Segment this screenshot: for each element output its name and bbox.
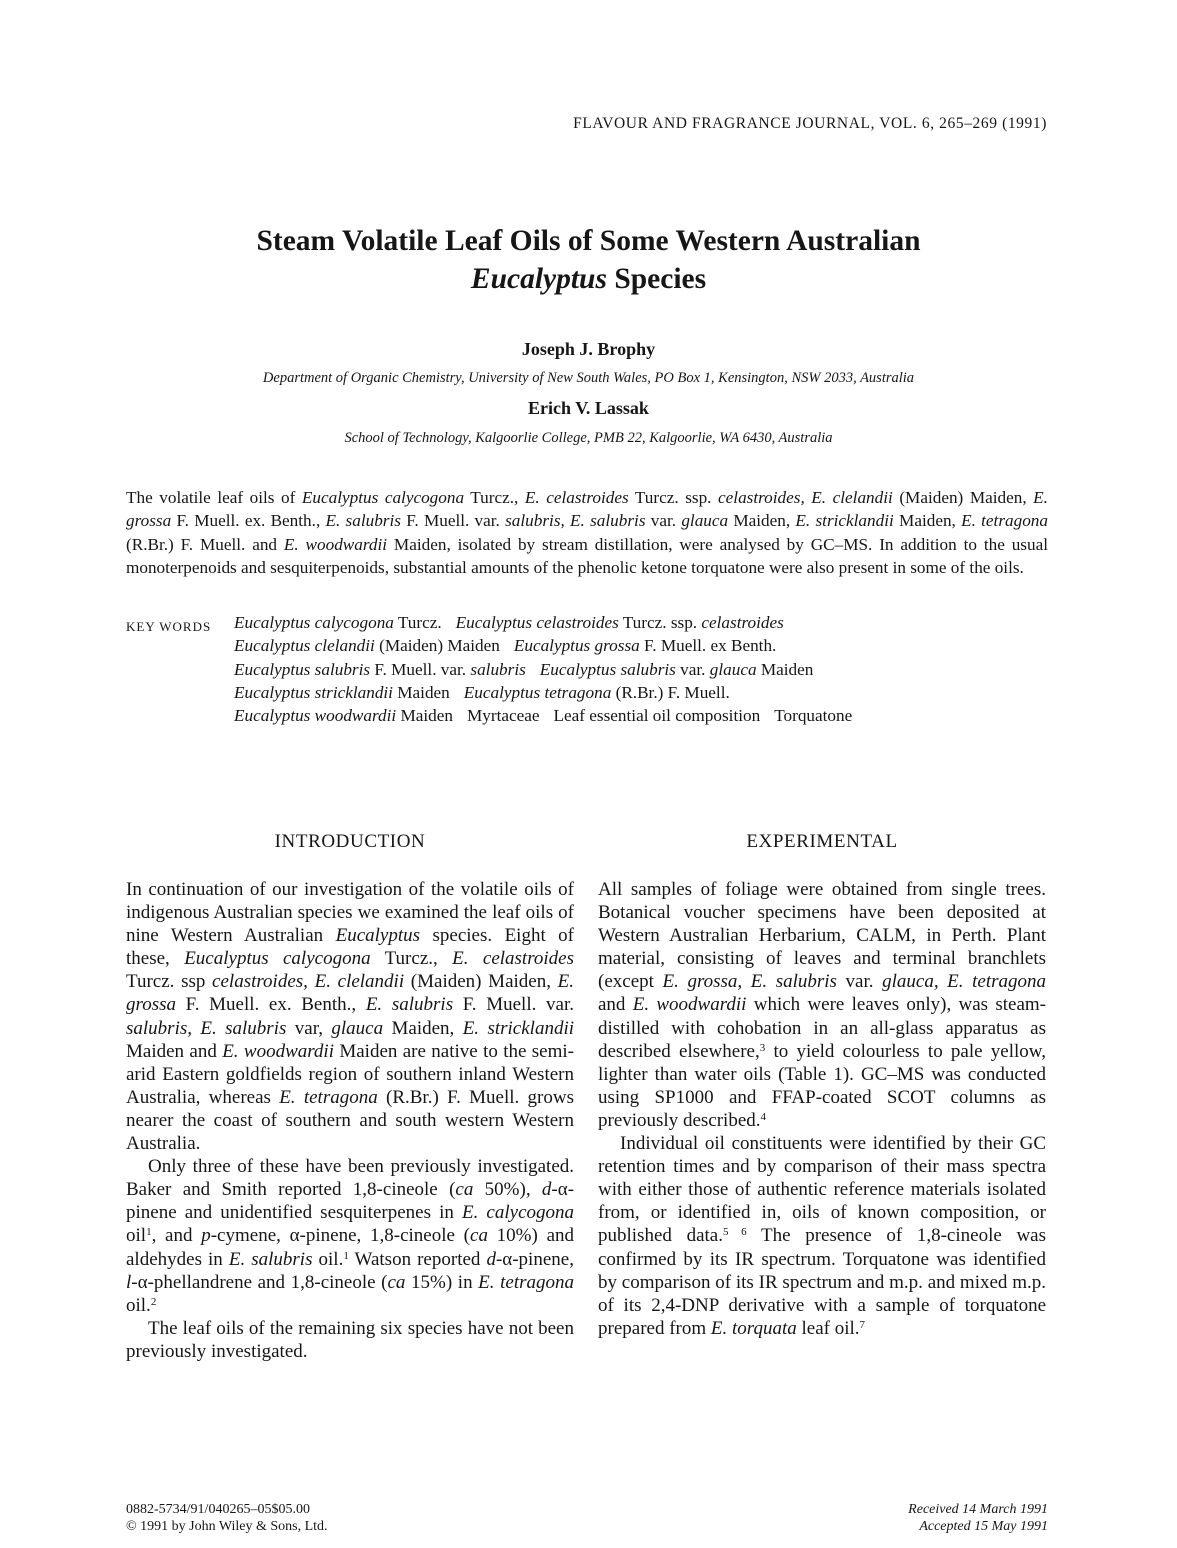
italic-term: E. salubris [365, 994, 454, 1016]
species-name: E. stricklandii [795, 511, 894, 531]
italic-term: celastroides [701, 613, 784, 632]
keyword [234, 683, 450, 702]
author-2-name: Erich V. Lassak [528, 398, 649, 418]
text-run: All samples of foliage were obtained from single trees. Botanical voucher specimens have been deposited at Western Australian Herbarium, CALM, in Perth. Plant material, consisting of leaves and terminal branchlets (except [598, 879, 1046, 993]
italic-term: E. calycogona [461, 1202, 575, 1224]
text-run: -α-phellandrene and 1,8-cineole ( [131, 1271, 388, 1293]
text-run: F. Muell. ex Benth. [639, 636, 777, 656]
species-name: Eucalyptus calycogona [301, 488, 465, 507]
keyword [554, 706, 761, 725]
text-run: Maiden [396, 706, 453, 726]
text-run: Maiden are native to the semi-arid Eastern goldfields region of southern inland Western Australia, whereas [126, 1040, 574, 1108]
text-run: Maiden [756, 659, 814, 679]
text-run: var. [675, 659, 710, 679]
species-name: E. grossa [126, 488, 1048, 531]
italic-term: Eucalyptus celastroides [455, 613, 619, 632]
text-run: which were leaves only), was steam-distilled with cohobation in an all-glass apparatus as described elsewhere, [598, 994, 1046, 1062]
abstract-text: (R.Br.) F. Muell. and [126, 534, 284, 554]
italic-term: E. woodwardii [632, 994, 747, 1016]
keyword-line [234, 634, 1054, 657]
italic-term: E. salubris [228, 1248, 313, 1270]
reference-superscript: 1 [146, 1226, 152, 1239]
species-name: E. woodwardii [283, 534, 388, 554]
italic-term: E. grossa, E. salubris [662, 971, 837, 993]
text-run: oil. [126, 1294, 151, 1316]
italic-term: glauca, E. tetragona [882, 971, 1047, 993]
text-run: (Maiden) Maiden [374, 636, 500, 656]
italic-term: E. grossa [126, 971, 575, 1016]
italic-term: d [486, 1248, 496, 1270]
title-line-2 [0, 260, 1177, 298]
text-run: oil [126, 1225, 147, 1247]
keyword-line [234, 681, 1054, 704]
paragraph [598, 878, 1046, 1132]
footer-left [126, 1501, 328, 1535]
text-run: F. Muell. ex. Benth., [175, 994, 366, 1016]
keyword [540, 660, 814, 679]
paragraph [126, 1317, 574, 1363]
species-name: celastroides, E. clelandii [718, 488, 893, 507]
text-run: F. Muell. var. [370, 659, 471, 679]
received-date: Received 14 March 1991 [908, 1502, 1048, 1517]
italic-term: celastroides, E. clelandii [212, 971, 405, 993]
text-run: leaf oil. [796, 1317, 860, 1339]
keywords-list [234, 611, 1054, 727]
italic-term: Eucalyptus [335, 925, 421, 947]
introduction-heading: INTRODUCTION [274, 831, 426, 852]
experimental-body [598, 878, 1046, 1340]
text-run: -cymene, α-pinene, 1,8-cineole ( [210, 1225, 471, 1247]
text-run: species. Eight of these, [126, 925, 575, 970]
italic-term: l [126, 1271, 132, 1293]
text-run: and [598, 994, 633, 1016]
text-run: var, [286, 1017, 332, 1039]
article-code: 0882-5734/91/040265–05$05.00 [126, 1502, 310, 1517]
text-run: Maiden [392, 682, 450, 702]
abstract-text: F. Muell. var. [400, 511, 506, 531]
reference-superscript: 5 6 [722, 1226, 747, 1239]
text-run: Myrtaceae [466, 706, 540, 726]
text-run: Maiden and [126, 1040, 223, 1062]
italic-term: Eucalyptus salubris [539, 659, 676, 679]
text-run: , and [151, 1225, 202, 1247]
text-run: Turcz. ssp [126, 971, 213, 993]
italic-term: E. woodwardii [222, 1040, 334, 1062]
paragraph [126, 878, 574, 1155]
introduction-body [126, 878, 574, 1363]
keyword [234, 613, 442, 632]
article-title [0, 222, 1177, 298]
keyword-line [234, 704, 1054, 727]
text-run: to yield colourless to pale yellow, lighter than water oils (Table 1). GC–MS was conducted using SP1000 and FFAP-coated SCOT columns as previously described. [598, 1040, 1046, 1131]
text-run: 50%), [473, 1179, 542, 1201]
title-line-2-rest: Species [606, 263, 707, 295]
italic-term: E. torquata [710, 1317, 797, 1339]
abstract-text: Maiden, isolated by stream distillation, were analysed by GC–MS. In addition to the usual monoterpenoids and sesquiterpenoids, substantial amounts of the phenolic ketone torquatone were also present in some of the oils. [126, 534, 1048, 577]
italic-term: ca [387, 1271, 406, 1293]
text-run: Turcz., [370, 948, 453, 970]
text-run: (Maiden) Maiden, [404, 971, 558, 993]
italic-term: Eucalyptus grossa [513, 636, 640, 656]
abstract-text: Maiden, [893, 511, 962, 531]
text-run: Turcz. [393, 613, 442, 632]
species-name: E. tetragona [961, 511, 1048, 531]
keyword [467, 706, 540, 725]
text-run: F. Muell. var. [453, 994, 574, 1016]
paragraph [598, 1132, 1046, 1340]
author-1-name: Joseph J. Brophy [521, 339, 656, 359]
abstract-text: The volatile leaf oils of [126, 488, 302, 507]
text-run: oil. [312, 1248, 344, 1270]
abstract-text: Turcz. ssp. [628, 488, 719, 507]
reference-superscript: 1 [343, 1249, 349, 1262]
species-name: E. celastroides [524, 488, 629, 507]
keywords-label: KEY WORDS [126, 619, 212, 634]
italic-term: ca [455, 1179, 474, 1201]
author-2-affiliation: School of Technology, Kalgoorlie College, PMB 22, Kalgoorlie, WA 6430, Australia [344, 430, 833, 446]
text-run: Only three of these have been previously investigated. Baker and Smith reported 1,8-cineole ( [126, 1156, 574, 1201]
footer-right [908, 1501, 1048, 1535]
copyright: © 1991 by John Wiley & Sons, Ltd. [126, 1519, 328, 1534]
text-run: Turcz. ssp. [618, 613, 702, 632]
text-run: (R.Br.) F. Muell. [611, 682, 730, 702]
running-header: FLAVOUR AND FRAGRANCE JOURNAL, VOL. 6, 265–269 (1991) [573, 115, 1047, 132]
italic-term: glauca [709, 659, 757, 679]
text-run: The presence of 1,8-cineole was confirmed by its IR spectrum. Torquatone was identified by comparison of its IR spectrum and m.p. and mixed m.p. of its 2,4-DNP derivative with a sample of torquatone prepared from [598, 1225, 1047, 1339]
text-run: var. [836, 971, 883, 993]
italic-term: Eucalyptus tetragona [463, 682, 612, 702]
keyword [234, 636, 500, 655]
italic-term: glauca [331, 1017, 384, 1039]
abstract-text: Maiden, [728, 511, 796, 531]
title-line-1: Steam Volatile Leaf Oils of Some Western Australian [256, 225, 921, 257]
text-run: -α-pinene, [495, 1248, 574, 1270]
text-run: Individual oil constituents were identified by their GC retention times and by comparison of their mass spectra with either those of authentic reference materials isolated from, or identified in, oils of known composition, or published data. [598, 1133, 1046, 1247]
abstract [126, 486, 1048, 579]
text-run: Watson reported [348, 1248, 487, 1270]
abstract-text: F. Muell. ex. Benth., [171, 511, 326, 531]
italic-term: Eucalyptus salubris [234, 659, 371, 679]
italic-term: Eucalyptus stricklandii [234, 682, 393, 702]
experimental-heading: EXPERIMENTAL [746, 831, 898, 852]
keyword [464, 683, 730, 702]
author-1-affiliation: Department of Organic Chemistry, University of New South Wales, PO Box 1, Kensington, NSW 2033, Australia [262, 370, 915, 386]
italic-term: Eucalyptus woodwardii [234, 706, 397, 726]
italic-term: salubris, E. salubris [126, 1017, 287, 1039]
text-run: -α-pinene and unidentified sesquiterpenes in [126, 1179, 575, 1224]
italic-term: d [541, 1179, 552, 1201]
keyword [234, 706, 453, 725]
italic-term: E. tetragona [279, 1086, 378, 1108]
title-genus: Eucalyptus [470, 263, 607, 295]
abstract-text: (Maiden) Maiden, [892, 488, 1034, 507]
reference-superscript: 3 [759, 1041, 766, 1054]
italic-term: ca [470, 1225, 488, 1247]
text-run: Maiden, [383, 1017, 463, 1039]
text-run: Leaf essential oil composition [553, 706, 761, 726]
text-run: 10%) and aldehydes in [126, 1225, 575, 1270]
text-run: In continuation of our investigation of the volatile oils of indigenous Australian species we examined the leaf oils of nine Western Australian [126, 879, 574, 947]
text-run: The leaf oils of the remaining six species have not been previously investigated. [126, 1317, 574, 1362]
italic-term: E. celastroides [452, 948, 574, 970]
italic-term: salubris [470, 659, 526, 679]
abstract-text: var. [645, 511, 682, 531]
keyword [234, 660, 526, 679]
reference-superscript: 4 [760, 1110, 767, 1123]
italic-term: Eucalyptus calycogona [184, 948, 371, 970]
keyword-line [234, 611, 1054, 634]
species-name: E. salubris [325, 511, 401, 531]
italic-term: Eucalyptus calycogona [234, 613, 394, 632]
italic-term: E. tetragona [478, 1271, 575, 1293]
accepted-date: Accepted 15 May 1991 [919, 1519, 1048, 1534]
keyword [514, 636, 776, 655]
italic-term: p [201, 1225, 211, 1247]
text-run: (R.Br.) F. Muell. grows nearer the coast of southern and south western Western Australia. [126, 1086, 575, 1155]
species-name: glauca [681, 511, 729, 531]
keyword-line [234, 658, 1054, 681]
abstract-text: Turcz., [464, 488, 525, 507]
keyword [774, 706, 852, 725]
italic-term: Eucalyptus clelandii [234, 636, 375, 656]
text-run: Torquatone [774, 706, 853, 726]
keyword [456, 613, 784, 632]
italic-term: E. stricklandii [462, 1017, 574, 1039]
reference-superscript: 2 [150, 1295, 157, 1308]
reference-superscript: 7 [859, 1318, 866, 1331]
text-run: 15%) in [405, 1271, 479, 1293]
species-name: salubris, E. salubris [505, 511, 646, 531]
paragraph [126, 1155, 574, 1317]
